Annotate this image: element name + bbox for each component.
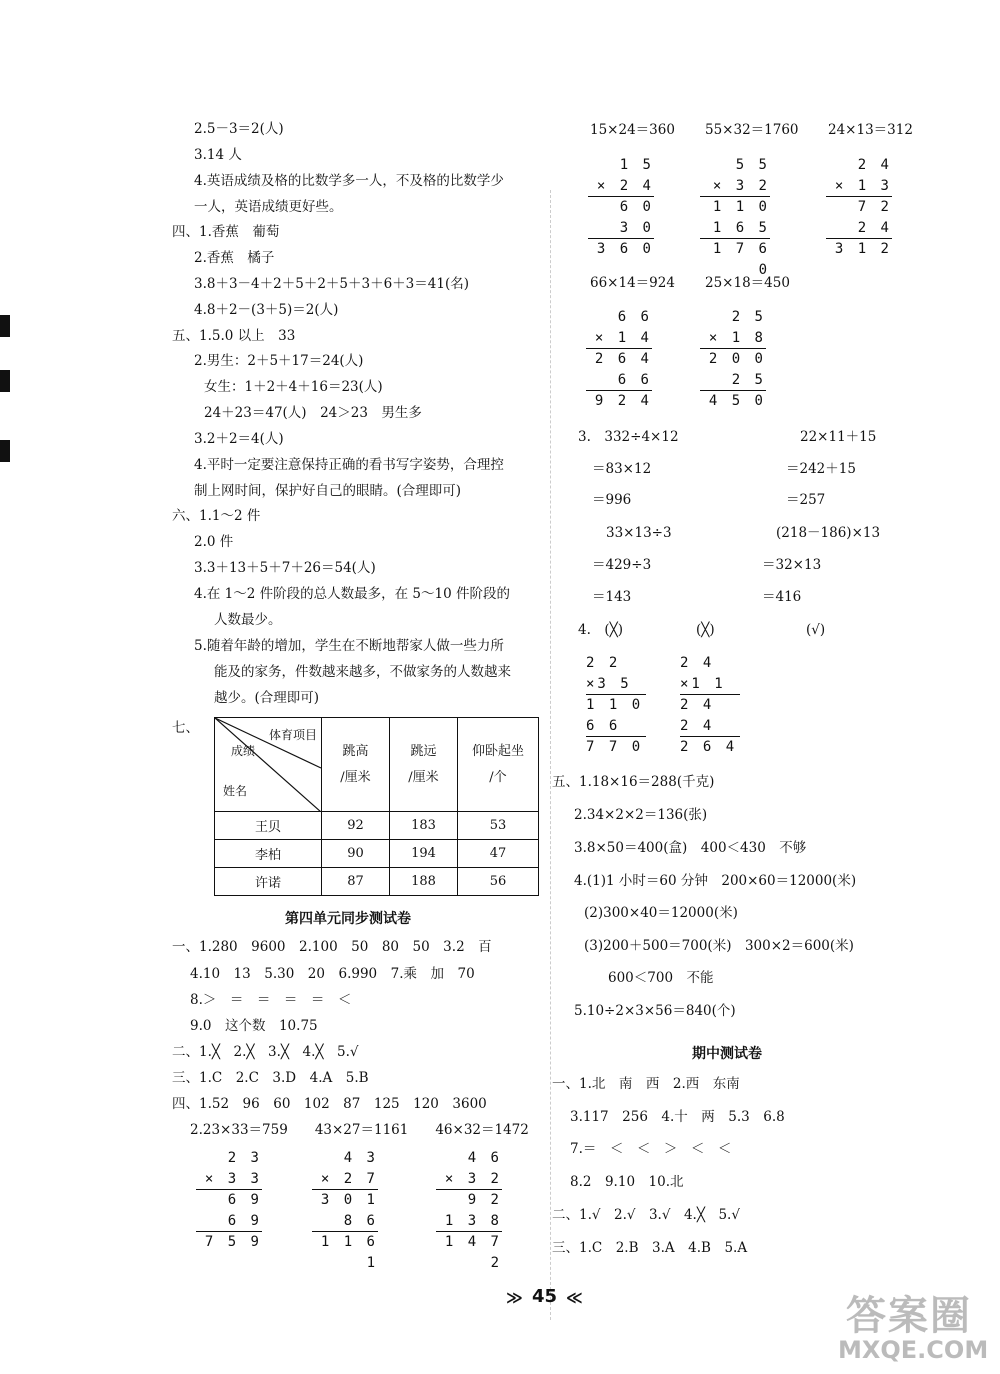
answer-line: 五、1.18×16＝288(千克) [552,774,715,790]
table-cell: 47 [458,840,539,868]
vertical-calculation: 2 3 × 3 3 6 9 6 9 7 5 9 [196,1148,262,1253]
answer-line: 3.3＋13＋5＋7＋26＝54(人) [194,560,376,576]
midterm-title: 期中测试卷 [692,1046,762,1062]
corner-top-label: 体育项目 [268,728,317,742]
answer-line: 四、1.香蕉 葡萄 [172,224,280,240]
vertical-calculation: 2 5 × 1 8 2 0 0 2 5 4 5 0 [700,307,766,412]
column-header: 仰卧起坐 /个 [458,718,539,812]
step-line: ＝242＋15 [786,461,856,477]
step-line: 3. 332÷4×12 [578,429,679,445]
student-name: 许诺 [215,868,322,896]
answer-line: 能及的家务，件数越来越多，不做家务的人数越来 [214,664,511,680]
sports-score-table [214,717,539,896]
answer-line: (3)200＋500＝700(米) 300×2＝600(米) [584,938,854,954]
answer-line: 4.10 13 5.30 20 6.990 7.乘 加 70 [190,966,475,982]
step-line: 33×13÷3 [606,525,672,541]
answer-line: 24＋23＝47(人) 24＞23 男生多 [204,405,422,421]
unit4-title: 第四单元同步测试卷 [285,911,411,927]
answer-line: 一、1.280 9600 2.100 50 80 50 3.2 百 [172,939,492,955]
column-header: 跳高 /厘米 [322,718,390,812]
judgement-mark: (╳) [696,622,715,638]
section-seven-label: 七、 [172,720,199,736]
table-row [215,812,539,840]
step-line: 22×11＋15 [800,429,877,445]
table-cell: 56 [458,868,539,896]
vertical-calculation: 5 5 × 3 2 1 1 0 1 6 5 1 7 6 0 [700,155,770,260]
vertical-calculation: 6 6 × 1 4 2 6 4 6 6 9 2 4 [586,307,652,412]
judgement-mark: 4. (╳) [578,622,624,638]
step-line: (218－186)×13 [776,525,881,541]
answer-line: 2.男生：2＋5＋17＝24(人) [194,353,364,369]
answer-line: 三、1.C 2.C 3.D 4.A 5.B [172,1070,369,1086]
answer-line: 3.8×50＝400(盒) 400＜430 不够 [574,840,807,856]
corner-mid-label: 成绩 [231,744,256,758]
equation: 25×18＝450 [705,275,790,291]
table-row [215,840,539,868]
corner-bottom-label: 姓名 [223,784,248,798]
answer-line: 2.香蕉 橘子 [194,250,275,266]
answer-line: 9.0 这个数 10.75 [190,1018,318,1034]
answer-line: 制上网时间，保护好自己的眼睛。(合理即可) [194,483,462,499]
right-page-mark: ≪ [566,1288,583,1307]
table-cell: 53 [458,812,539,840]
answer-line: 四、1.52 96 60 102 87 125 120 3600 [172,1096,487,1112]
answer-line: 3.117 256 4.十 两 5.3 6.8 [570,1109,785,1125]
diagonal-header-cell [215,718,322,812]
answer-line: 越少。(合理即可) [214,690,320,706]
answer-line: 3.2＋2＝4(人) [194,431,284,447]
vertical-calculation: 4 3 × 2 7 3 0 1 8 6 1 1 6 1 [312,1148,378,1253]
vertical-calculation: 2 4 ×1 1 2 4 2 4 2 6 4 [680,653,740,758]
answer-line: 人数最少。 [214,612,282,628]
table-row [215,868,539,896]
equation: 66×14＝924 [590,275,675,291]
page-number: 45 [532,1286,558,1307]
watermark-url: MXQE.COM [838,1336,989,1364]
column-header: 跳远 /厘米 [390,718,458,812]
student-name: 王贝 [215,812,322,840]
answer-line: 7.＝ ＜ ＜ ＞ ＜ ＜ [570,1141,732,1157]
equation: 55×32＝1760 [705,122,799,138]
vertical-calculation: 4 6 × 3 2 9 2 1 3 8 1 4 7 2 [436,1148,502,1253]
vertical-calculation: 1 5 × 2 4 6 0 3 0 3 6 0 [588,155,654,260]
table-cell: 92 [322,812,390,840]
answer-line: 2.34×2×2＝136(张) [574,807,708,823]
vertical-calculation: 2 4 × 1 3 7 2 2 4 3 1 2 [826,155,892,260]
equation: 24×13＝312 [828,122,913,138]
answer-line: 五、1.5.0 以上 33 [172,328,296,344]
answer-line: (2)300×40＝12000(米) [584,905,738,921]
step-line: ＝143 [592,589,632,605]
step-line: ＝416 [762,589,802,605]
table-cell: 87 [322,868,390,896]
answer-line: 二、1.╳ 2.╳ 3.╳ 4.╳ 5.√ [172,1044,359,1060]
answer-line: 600＜700 不能 [608,970,714,986]
answer-line: 8.2 9.10 10.北 [570,1174,684,1190]
answer-line: 女生：1＋2＋4＋16＝23(人) [204,379,383,395]
answer-line: 一人，英语成绩更好些。 [194,199,343,215]
answer-line: 4.平时一定要注意保持正确的看书写字姿势，合理控 [194,457,504,473]
answer-line: 2.5－3＝2(人) [194,121,284,137]
answer-line: 2.23×33＝759 43×27＝1161 46×32＝1472 [190,1122,529,1138]
watermark-logo: 答案圈 [846,1293,972,1339]
judgement-mark: (√) [806,622,826,638]
step-line: ＝83×12 [592,461,652,477]
step-line: ＝429÷3 [592,557,652,573]
left-page-mark: ≫ [506,1288,523,1307]
answer-line: 六、1.1～2 件 [172,508,261,524]
student-name: 李柏 [215,840,322,868]
answer-line: 8.＞ ＝ ＝ ＝ ＝ ＜ [190,992,352,1008]
table-cell: 183 [390,812,458,840]
table-cell: 188 [390,868,458,896]
binding-mark-2 [0,370,10,392]
answer-line: 4.(1)1 小时＝60 分钟 200×60＝12000(米) [574,873,857,889]
answer-line: 3.8＋3－4＋2＋5＋2＋5＋3＋6＋3＝41(名) [194,276,469,292]
answer-line: 二、1.√ 2.√ 3.√ 4.╳ 5.√ [552,1207,740,1223]
step-line: ＝32×13 [762,557,822,573]
binding-mark-1 [0,315,10,337]
vertical-calculation: 2 2 ×3 5 1 1 0 6 6 7 7 0 [586,653,646,758]
answer-line: 3.14 人 [194,147,242,163]
step-line: ＝257 [786,492,826,508]
answer-line: 三、1.C 2.B 3.A 4.B 5.A [552,1240,748,1256]
step-line: ＝996 [592,492,632,508]
answer-line: 一、1.北 南 西 2.西 东南 [552,1076,740,1092]
binding-mark-3 [0,440,10,462]
answer-line: 4.8＋2－(3＋5)＝2(人) [194,302,339,318]
column-separator [550,190,551,1320]
answer-line: 2.0 件 [194,534,234,550]
answer-line: 5.10÷2×3×56＝840(个) [574,1003,736,1019]
answer-line: 5.随着年龄的增加，学生在不断地帮家人做一些力所 [194,638,504,654]
answer-line: 4.在 1～2 件阶段的总人数最多，在 5～10 件阶段的 [194,586,510,602]
table-cell: 90 [322,840,390,868]
equation: 15×24＝360 [590,122,675,138]
table-cell: 194 [390,840,458,868]
answer-line: 4.英语成绩及格的比数学多一人，不及格的比数学少 [194,173,504,189]
